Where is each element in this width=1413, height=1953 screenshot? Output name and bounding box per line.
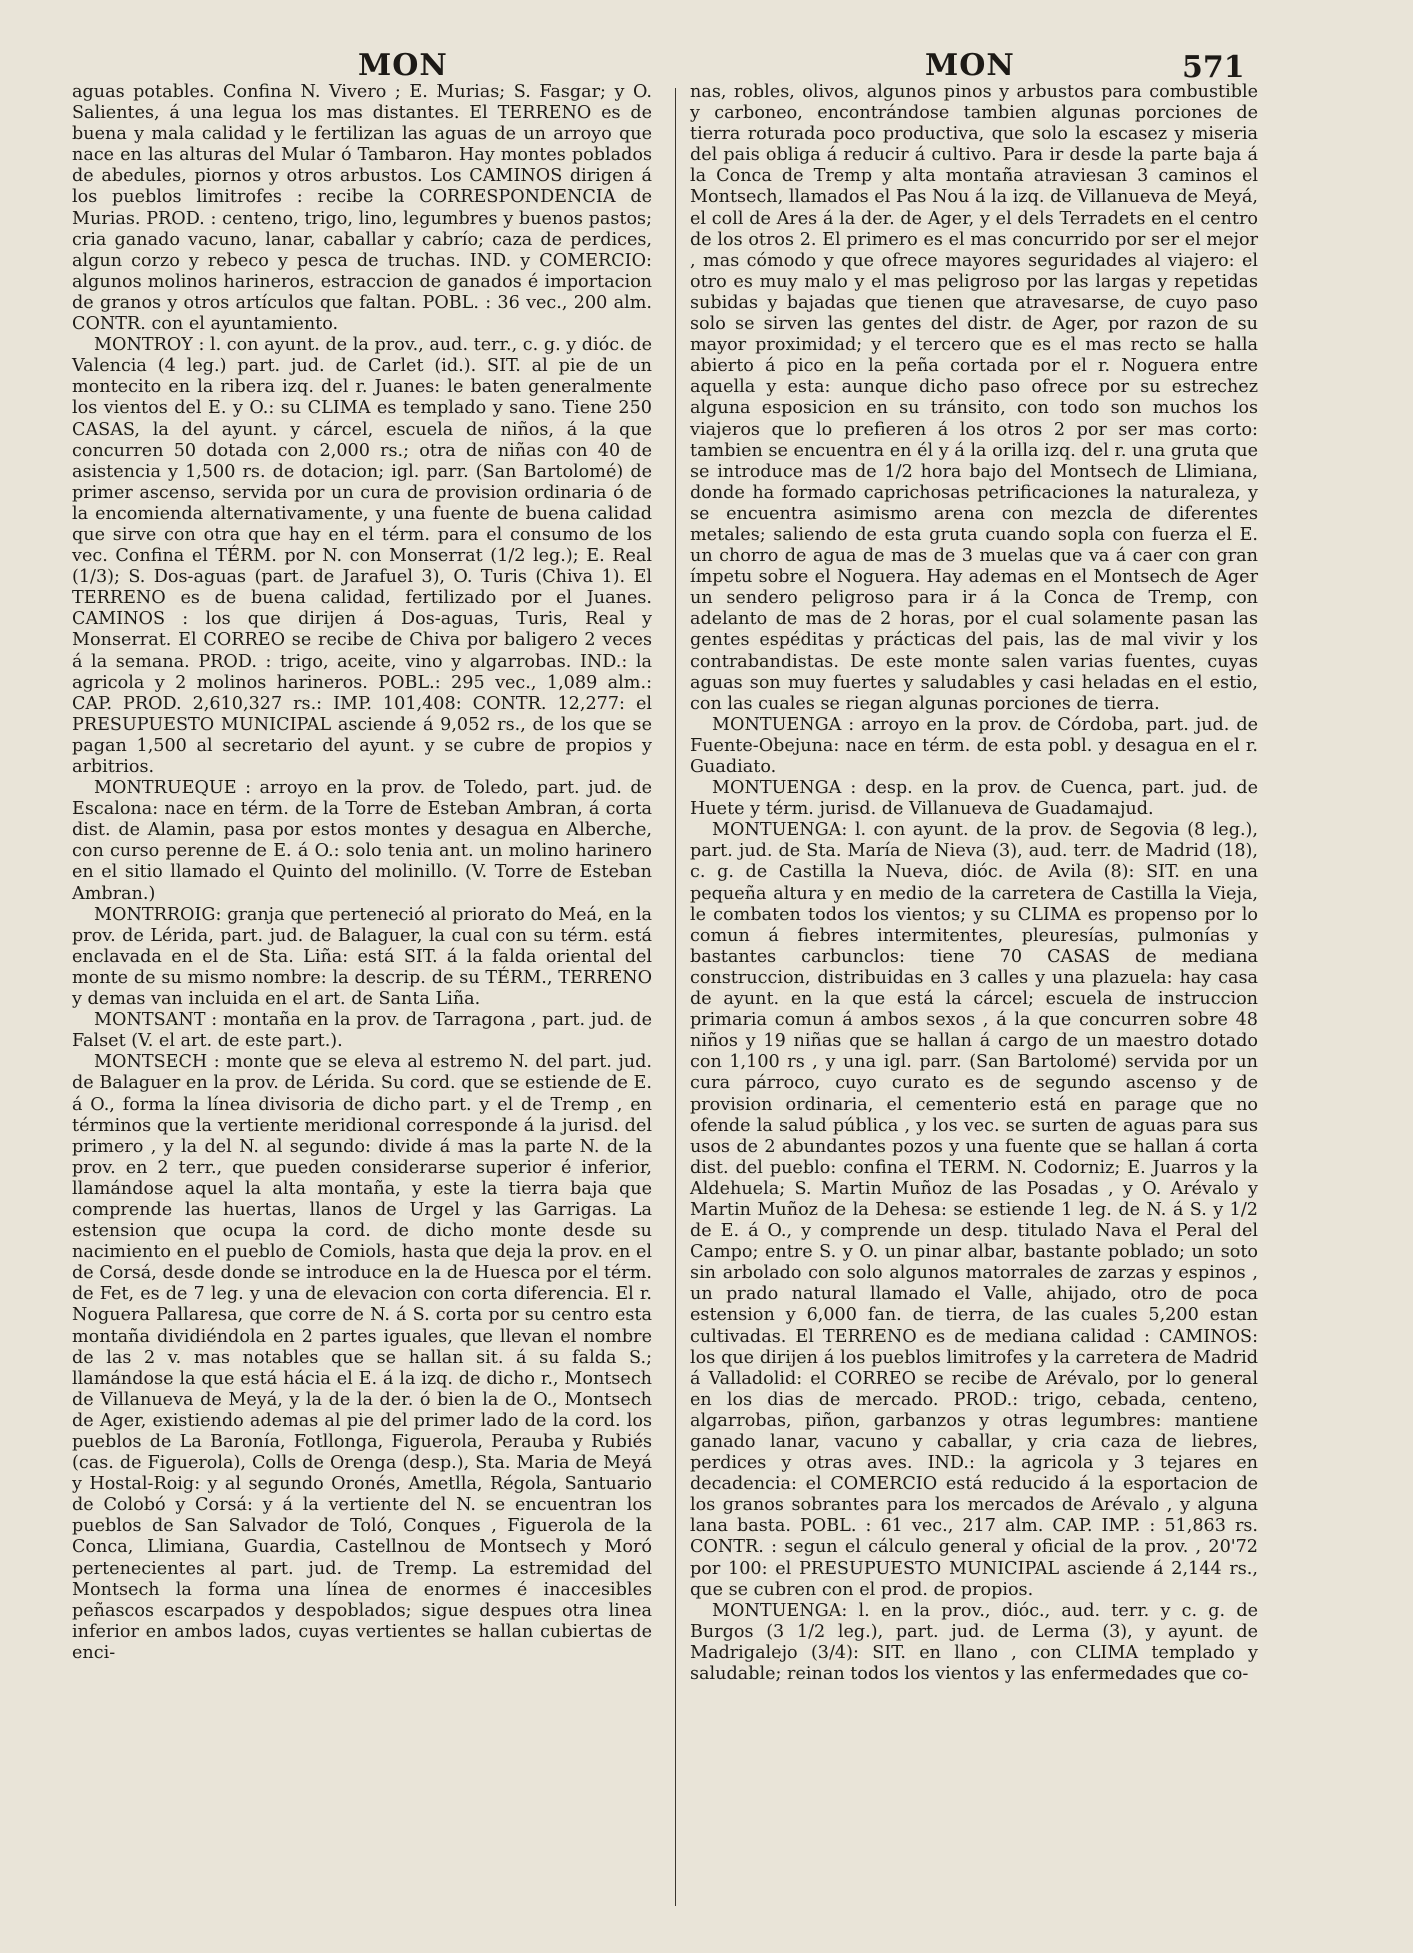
right-column [690,82,1258,1685]
entry-montrroig: MONTRROIG: granja que perteneció al priorato do Meá, en la prov. de Lérida, part. jud. de Balaguer, la cual con su térm. está enclavada en el de Sta. Liña: está SIT. á la falda oriental del monte de su mismo nombre: la descrip. de su TÉRM., TERRENO y demas van incluida en el art. de Santa Liña. [72,904,652,1010]
entry-montuenga-cordoba: MONTUENGA : arroyo en la prov. de Córdoba, part. jud. de Fuente-Obejuna: nace en térm. de esta pobl. y desagua en el r. Guadiato. [690,714,1258,777]
entry-text: aguas potables. Confina N. Vivero ; E. Murias; S. Fasgar; y O. Salientes, á una legua los mas distantes. El TERRENO es de buena y mala calidad y le fertilizan las aguas de un arroyo que nace en las alturas del Mular ó Tambaron. Hay montes poblados de abedules, piornos y otros arbustos. Los CAMINOS dirigen á los pueblos limitrofes : recibe la CORRESPONDENCIA de Murias. PROD. : centeno, trigo, lino, legumbres y buenos pastos; cria ganado vacuno, lanar, caballar y cabrío; caza de perdices, algun corzo y rebeco y pesca de truchas. IND. y COMERCIO: algunos molinos harineros, estraccion de ganados é importacion de granos y otros artículos que faltan. POBL. : 36 vec., 200 alm. CONTR. con el ayuntamiento. [72,82,652,335]
entry-montuenga-burgos: MONTUENGA: l. en la prov., dióc., aud. terr. y c. g. de Burgos (3 1/2 leg.), part. jud. de Lerma (3), y ayunt. de Madrigalejo (3/4): SIT. en llano , con CLIMA templado y saludable; reinan todos los vientos y las enfermedades que co- [690,1600,1258,1685]
left-running-headword: MON [358,48,448,83]
entry-text: nas, robles, olivos, algunos pinos y arbustos para combustible y carboneo, encontrándose tambien algunas porciones de tierra roturada poco productiva, que solo la escasez y miseria del pais obliga á reducir á cultivo. Para ir desde la parte baja á la Conca de Tremp y alta montaña atraviesan 3 caminos el Montsech, llamados el Pas Nou á la izq. de Villanueva de Meyá, el coll de Ares á la der. de Ager, y el dels Terradets en el centro de los otros 2. El primero es el mas concurrido por ser el mejor , mas cómodo y que ofrece mayores seguridades al viajero: el otro es muy malo y el mas peligroso por las largas y repetidas subidas y bajadas que tienen que atravesarse, de cuyo paso solo se sirven las gentes del distr. de Ager, por razon de su mayor proximidad; y el tercero que es el mas recto se halla abierto á pico en la peña cortada por el r. Noguera entre aquella y esta: aunque dicho paso ofrece por su estrechez alguna esposicion en su tránsito, con todo son muchos los viajeros que lo prefieren á los otros 2 por ser mas corto: tambien se encuentra en él y á la orilla izq. del r. una gruta que se introduce mas de 1/2 hora bajo del Montsech de Llimiana, donde ha formado caprichosas petrificaciones la naturaleza, y se encuentra asimismo arena con mezcla de diferentes metales; saliendo de esta gruta cuando sopla con fuerza el E. un chorro de agua de mas de 3 muelas que va á caer con gran ímpetu sobre el Noguera. Hay ademas en el Montsech de Ager un sendero peligroso para ir á la Conca de Tremp, con adelanto de mas de 2 horas, por el cual solamente pasan las gentes espéditas y prácticas del pais, las de mal vivir y los contrabandistas. De este monte salen varias fuentes, cuyas aguas son muy fuertes y saludables y casi heladas en el estio, con las cuales se riegan algunas porciones de tierra. [690,82,1258,714]
column-divider [675,88,676,1906]
page-number: 571 [1182,50,1245,85]
left-column [72,82,652,1664]
entry-montrueque: MONTRUEQUE : arroyo en la prov. de Toledo, part. jud. de Escalona: nace en térm. de la Torre de Esteban Ambran, á corta dist. de Alamin, pasa por estos montes y desagua en Alberche, con curso perenne de E. á O.: solo tenia ant. un molino harinero en el sitio llamado el Quinto del molinillo. (V. Torre de Esteban Ambran.) [72,778,652,904]
entry-montsant: MONTSANT : montaña en la prov. de Tarragona , part. jud. de Falset (V. el art. de este part.). [72,1010,652,1052]
entry-montuenga-cuenca: MONTUENGA : desp. en la prov. de Cuenca, part. jud. de Huete y térm. jurisd. de Villanueva de Guadamajud. [690,778,1258,820]
right-running-headword: MON [925,48,1015,83]
entry-montsech: MONTSECH : monte que se eleva al estremo N. del part. jud. de Balaguer en la prov. de Lérida. Su cord. que se estiende de E. á O., forma la línea divisoria de dicho part. y el de Tremp , en términos que la vertiente meridional corresponde á la jurisd. del primero , y la del N. al segundo: divide á mas la parte N. de la prov. en 2 terr., que pueden considerarse superior é inferior, llamándose aquel la alta montaña, y este la tierra baja que comprende las huertas, llanos de Urgel y las Garrigas. La estension que ocupa la cord. de dicho monte desde su nacimiento en el pueblo de Comiols, hasta que deja la prov. en el de Corsá, desde donde se introduce en la de Huesca por el térm. de Fet, es de 7 leg. y una de elevacion con corta diferencia. El r. Noguera Pallaresa, que corre de N. á S. corta por su centro esta montaña dividiéndola en 2 partes iguales, que llevan el nombre de las 2 v. mas notables que se hallan sit. á su falda S.; llamándose la que está hácia el E. á la izq. de dicho r., Montsech de Villanueva de Meyá, y la de la der. ó bien la de O., Montsech de Ager, existiendo ademas al pie del primer lado de la cord. los pueblos de La Baronía, Fotllonga, Figuerola, Perauba y Rubiés (cas. de Figuerola), Colls de Orenga (desp.), Sta. Maria de Meyá y Hostal-Roig: y al segundo Oronés, Ametlla, Régola, Santuario de Colobó y Corsá: y á la vertiente del N. se encuentran los pueblos de San Salvador de Toló, Conques , Figuerola de la Conca, Llimiana, Guardia, Castellnou de Montsech y Moró pertenecientes al part. jud. de Tremp. La estremidad del Montsech la forma una línea de enormes é inaccesibles peñascos escarpados y despoblados; sigue despues otra linea inferior en ambos lados, cuyas vertientes se hallan cubiertas de enci- [72,1052,652,1663]
entry-montuenga-segovia: MONTUENGA: l. con ayunt. de la prov. de Segovia (8 leg.), part. jud. de Sta. María de Nieva (3), aud. terr. de Madrid (18), c. g. de Castilla la Nueva, dióc. de Avila (8): SIT. en una pequeña altura y en medio de la carretera de Castilla la Vieja, le combaten todos los vientos; y su CLIMA es propenso por lo comun á fiebres intermitentes, pleuresías, pulmonías y bastantes carbunclos: tiene 70 CASAS de mediana construccion, distribuidas en 3 calles y una plazuela: hay casa de ayunt. en la que está la cárcel; escuela de instruccion primaria comun á ambos sexos , á la que concurren sobre 48 niños y 19 niñas que se hallan á cargo de un maestro dotado con 1,100 rs , y una igl. parr. (San Bartolomé) servida por un cura párroco, cuyo curato es de segundo ascenso y de provision ordinaria, el cementerio está en parage que no ofende la salud pública , y los vec. se surten de aguas para sus usos de 2 abundantes pozos y una fuente que se hallan á corta dist. del pueblo: confina el TERM. N. Codorniz; E. Juarros y la Aldehuela; S. Martin Muñoz de las Posadas , y O. Arévalo y Martin Muñoz de la Dehesa: se estiende 1 leg. de N. á S. y 1/2 de E. á O., y comprende un desp. titulado Nava el Peral del Campo; entre S. y O. un pinar albar, bastante poblado; un soto sin arbolado con solo algunos matorrales de zarzas y espinos , un prado natural llamado el Valle, ahijado, otro de poca estension y 6,000 fan. de tierra, de las cuales 5,200 estan cultivadas. El TERRENO es de mediana calidad : CAMINOS: los que dirijen á los pueblos limitrofes y la carretera de Madrid á Valladolid: el CORREO se recibe de Arévalo, por lo general en los dias de mercado. PROD.: trigo, cebada, centeno, algarrobas, piñon, garbanzos y otras legumbres: mantiene ganado lanar, vacuno y caballar, y cria caza de liebres, perdices y otras aves. IND.: la agricola y 3 tejares en decadencia: el COMERCIO está reducido á la esportacion de los granos sobrantes para los mercados de Arévalo , y alguna lana basta. POBL. : 61 vec., 217 alm. CAP. IMP. : 51,863 rs. CONTR. : segun el cálculo general y oficial de la prov. , 20'72 por 100: el PRESUPUESTO MUNICIPAL asciende á 2,144 rs., que se cubren con el prod. de propios. [690,820,1258,1600]
entry-montroy: MONTROY : l. con ayunt. de la prov., aud. terr., c. g. y dióc. de Valencia (4 leg.) part. jud. de Carlet (id.). SIT. al pie de un montecito en la ribera izq. del r. Juanes: le baten generalmente los vientos del E. y O.: su CLIMA es templado y sano. Tiene 250 CASAS, la del ayunt. y cárcel, escuela de niños, á la que concurren 50 dotada con 2,000 rs.; otra de niñas con 40 de asistencia y 1,500 rs. de dotacion; igl. parr. (San Bartolomé) de primer ascenso, servida por un cura de provision ordinaria ó de la encomienda alternativamente, y una fuente de buena calidad que sirve con otra que hay en el térm. para el consumo de los vec. Confina el TÉRM. por N. con Monserrat (1/2 leg.); E. Real (1/3); S. Dos-aguas (part. de Jarafuel 3), O. Turis (Chiva 1). El TERRENO es de buena calidad, fertilizado por el Juanes. CAMINOS : los que dirijen á Dos-aguas, Turis, Real y Monserrat. El CORREO se recibe de Chiva por baligero 2 veces á la semana. PROD. : trigo, aceite, vino y algarrobas. IND.: la agricola y 2 molinos harineros. POBL.: 295 vec., 1,089 alm.: CAP. PROD. 2,610,327 rs.: IMP. 101,408: CONTR. 12,277: el PRESUPUESTO MUNICIPAL asciende á 9,052 rs., de los que se pagan 1,500 al secretario del ayunt. y se cubre de propios y arbitrios. [72,335,652,777]
